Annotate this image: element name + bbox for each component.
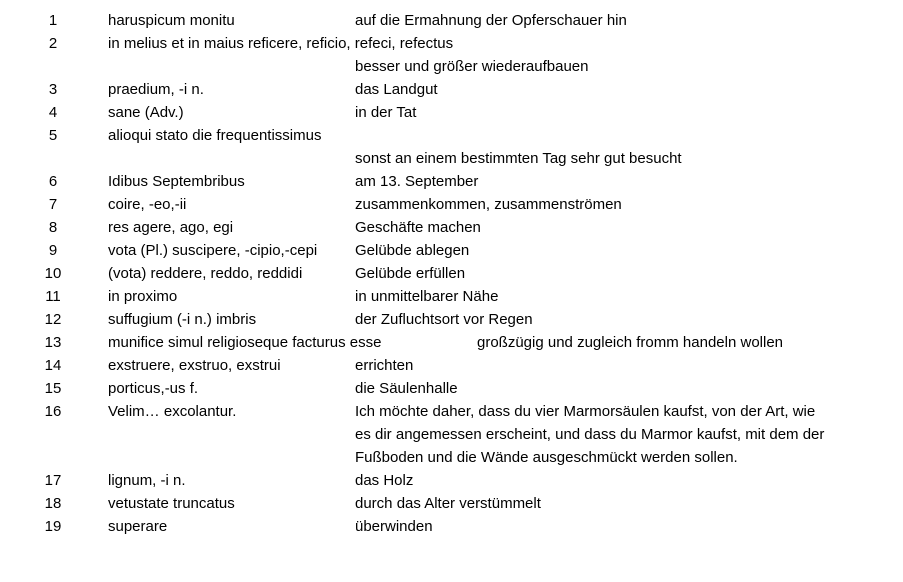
entry-number: 9 xyxy=(48,242,58,259)
vocab-row-6 xyxy=(0,170,903,193)
entry-number: 18 xyxy=(44,495,62,512)
latin-phrase: in proximo xyxy=(108,288,178,305)
vocab-row-17 xyxy=(0,469,903,492)
entry-number: 6 xyxy=(48,173,58,190)
latin-phrase: Velim… excolantur. xyxy=(108,403,237,420)
latin-phrase: coire, -eo,-ii xyxy=(108,196,187,213)
entry-number: 14 xyxy=(44,357,62,374)
vocab-row-4 xyxy=(0,101,903,124)
latin-phrase: porticus,-us f. xyxy=(108,380,199,397)
latin-phrase: (vota) reddere, reddo, reddidi xyxy=(108,265,303,282)
vocab-row-18 xyxy=(0,492,903,515)
entry-number: 13 xyxy=(44,334,62,351)
latin-phrase: praedium, -i n. xyxy=(108,81,204,98)
entry-number: 7 xyxy=(48,196,58,213)
vocab-row-13 xyxy=(0,331,903,354)
latin-phrase: alioqui stato die frequentissimus xyxy=(108,127,322,144)
entry-number: 17 xyxy=(44,472,62,489)
german-translation: großzügig und zugleich fromm handeln wollen xyxy=(477,334,784,351)
entry-number: 12 xyxy=(44,311,62,328)
german-translation: Geschäfte machen xyxy=(355,219,481,236)
german-translation: in der Tat xyxy=(355,104,417,121)
vocab-row-12 xyxy=(0,308,903,331)
vocab-row-2 xyxy=(0,32,903,78)
german-translation: besser und größer wiederaufbauen xyxy=(355,58,589,75)
latin-phrase: vota (Pl.) suscipere, -cipio,-cepi xyxy=(108,242,318,259)
vocab-row-16 xyxy=(0,400,903,469)
vocab-row-9 xyxy=(0,239,903,262)
entry-number: 4 xyxy=(48,104,58,121)
german-translation: Gelübde erfüllen xyxy=(355,265,466,282)
vocab-row-5 xyxy=(0,124,903,170)
vocab-row-14 xyxy=(0,354,903,377)
german-translation: Gelübde ablegen xyxy=(355,242,470,259)
vocab-row-15 xyxy=(0,377,903,400)
german-translation: am 13. September xyxy=(355,173,479,190)
entry-number: 3 xyxy=(48,81,58,98)
entry-number: 5 xyxy=(48,127,58,144)
entry-number: 2 xyxy=(48,35,58,52)
entry-number: 10 xyxy=(44,265,62,282)
german-translation: auf die Ermahnung der Opferschauer hin xyxy=(355,12,627,29)
german-translation: das Landgut xyxy=(355,81,438,98)
entry-number: 15 xyxy=(44,380,62,397)
german-translation: die Säulenhalle xyxy=(355,380,458,397)
german-translation: errichten xyxy=(355,357,414,374)
vocab-row-7 xyxy=(0,193,903,216)
latin-phrase: haruspicum monitu xyxy=(108,12,235,29)
latin-phrase: sane (Adv.) xyxy=(108,104,184,121)
german-translation: sonst an einem bestimmten Tag sehr gut besucht xyxy=(355,150,682,167)
german-translation: der Zufluchtsort vor Regen xyxy=(355,311,533,328)
latin-phrase: vetustate truncatus xyxy=(108,495,235,512)
latin-phrase: res agere, ago, egi xyxy=(108,219,234,236)
entry-number: 11 xyxy=(45,288,61,305)
latin-phrase: munifice simul religioseque facturus esse xyxy=(108,334,382,351)
vocab-row-8 xyxy=(0,216,903,239)
vocabulary-list xyxy=(0,9,903,538)
latin-phrase: suffugium (-i n.) imbris xyxy=(108,311,257,328)
vocab-row-1 xyxy=(0,9,903,32)
latin-phrase: in melius et in maius reficere, reficio, refeci, refectus xyxy=(108,35,454,52)
entry-number: 8 xyxy=(48,219,58,236)
vocab-row-10 xyxy=(0,262,903,285)
entry-number: 1 xyxy=(48,12,58,29)
entry-number: 16 xyxy=(44,403,62,420)
german-translation: durch das Alter verstümmelt xyxy=(355,495,541,512)
latin-phrase: Idibus Septembribus xyxy=(108,173,245,190)
german-translation: zusammenkommen, zusammenströmen xyxy=(355,196,622,213)
latin-phrase: superare xyxy=(108,518,168,535)
german-translation: das Holz xyxy=(355,472,414,489)
latin-phrase: exstruere, exstruo, exstrui xyxy=(108,357,281,374)
entry-number: 19 xyxy=(44,518,62,535)
german-translation: überwinden xyxy=(355,518,433,535)
vocab-row-11 xyxy=(0,285,903,308)
german-translation: Ich möchte daher, dass du vier Marmorsäulen kaufst, von der Art, wie es dir angemessen erscheint, und dass du Marmor kaufst, mit dem der Fußboden und die Wände ausgeschmückt werden sollen. xyxy=(355,403,825,466)
vocab-row-19 xyxy=(0,515,903,538)
german-translation: in unmittelbarer Nähe xyxy=(355,288,499,305)
latin-phrase: lignum, -i n. xyxy=(108,472,186,489)
vocab-row-3 xyxy=(0,78,903,101)
